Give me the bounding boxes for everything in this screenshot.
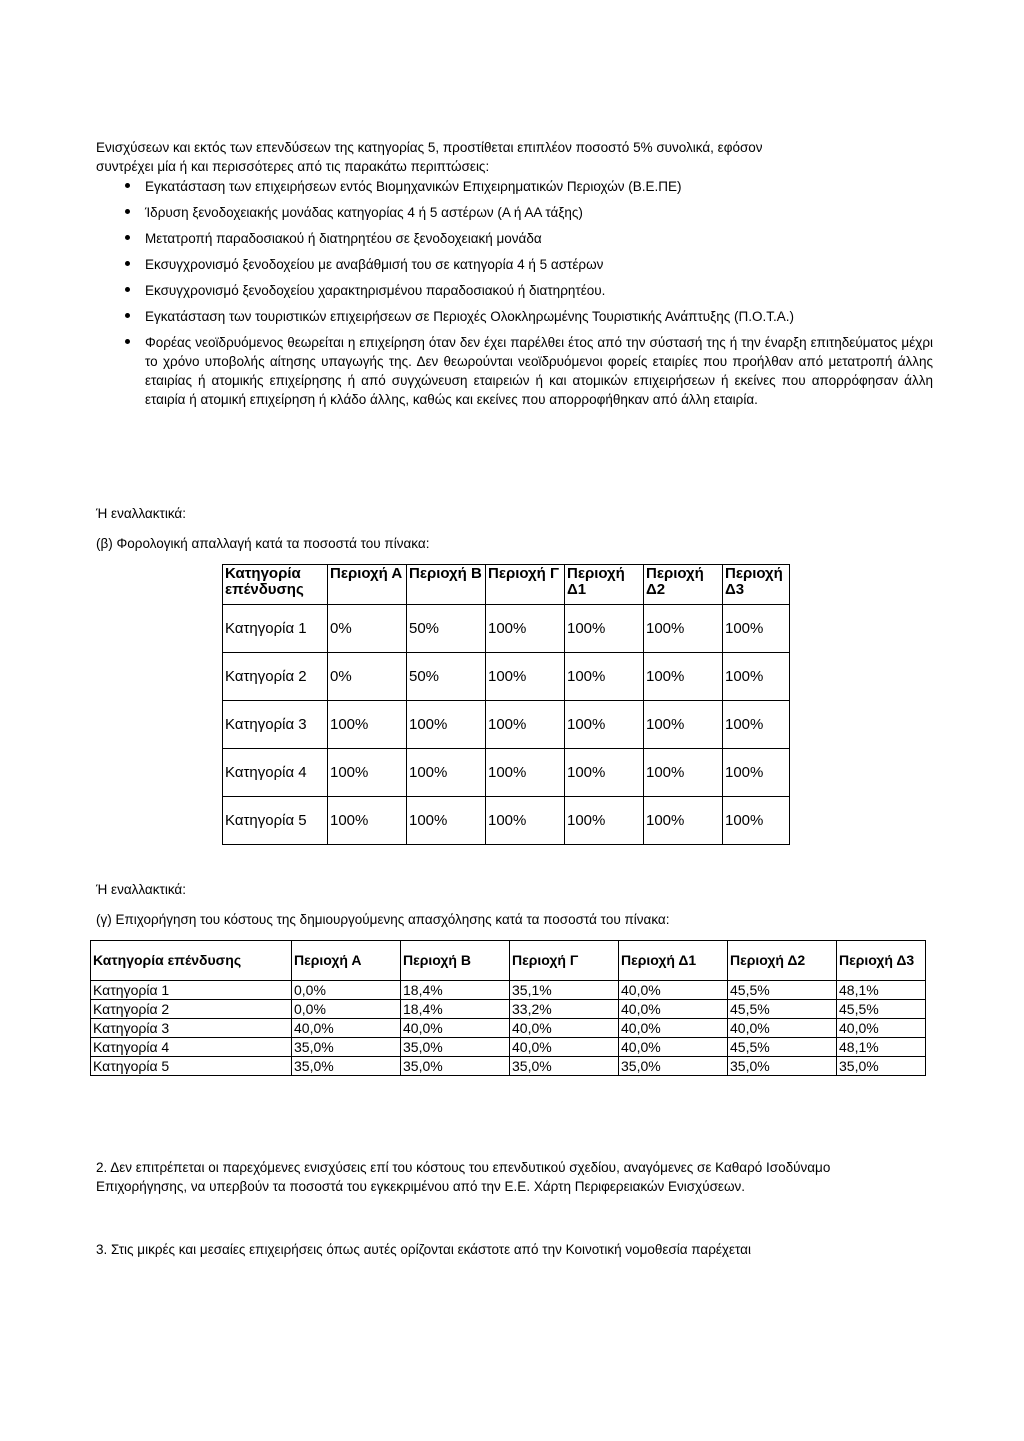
- table-cell: 100%: [723, 797, 790, 845]
- section-gamma-heading: (γ) Επιχορήγηση του κόστους της δημιουργούμενης απασχόλησης κατά τα ποσοστά του πίνακα:: [96, 912, 670, 927]
- table-cell: Κατηγορία 5: [91, 1057, 292, 1076]
- table-cell: 0,0%: [292, 981, 401, 1000]
- table-cell: 40,0%: [837, 1019, 926, 1038]
- table-header-cell: Περιοχή Δ2: [728, 941, 837, 981]
- table-cell: 40,0%: [510, 1019, 619, 1038]
- table-cell: 100%: [565, 797, 644, 845]
- list-item: Εκσυγχρονισμό ξενοδοχείου χαρακτηρισμένου παραδοσιακού ή διατηρητέου.: [125, 281, 933, 300]
- list-item: Μετατροπή παραδοσιακού ή διατηρητέου σε ξενοδοχειακή μονάδα: [125, 229, 933, 248]
- table-cell: 35,0%: [510, 1057, 619, 1076]
- table-cell: 100%: [723, 653, 790, 701]
- table-cell: 45,5%: [728, 1000, 837, 1019]
- table-cell: 100%: [565, 653, 644, 701]
- table-cell: 40,0%: [728, 1019, 837, 1038]
- table-cell: Κατηγορία 1: [223, 605, 328, 653]
- bullet-icon: [125, 209, 130, 214]
- table-cell: 100%: [644, 749, 723, 797]
- table-cell: Κατηγορία 1: [91, 981, 292, 1000]
- table-row: [223, 605, 790, 653]
- table-cell: 35,0%: [292, 1038, 401, 1057]
- table-cell: 100%: [486, 605, 565, 653]
- table-cell: 35,0%: [401, 1057, 510, 1076]
- table-cell: 50%: [407, 605, 486, 653]
- table-cell: 40,0%: [292, 1019, 401, 1038]
- table-cell: 48,1%: [837, 981, 926, 1000]
- tax-exemption-table: [222, 564, 790, 845]
- alternatively-label-2: Ή εναλλακτικά:: [96, 882, 186, 897]
- table-cell: 35,0%: [619, 1057, 728, 1076]
- table-cell: 100%: [644, 653, 723, 701]
- table-cell: 45,5%: [837, 1000, 926, 1019]
- paragraph-3: 3. Στις μικρές και μεσαίες επιχειρήσεις όπως αυτές ορίζονται εκάστοτε από την Κοινοτική νομοθεσία παρέχεται: [96, 1242, 751, 1257]
- table-cell: 35,1%: [510, 981, 619, 1000]
- table-cell: 0%: [328, 653, 407, 701]
- table-row: [223, 749, 790, 797]
- list-item: Εγκατάσταση των τουριστικών επιχειρήσεων σε Περιοχές Ολοκληρωμένης Τουριστικής Ανάπτυξης (Π.Ο.Τ.Α.): [125, 307, 933, 326]
- table-cell: 40,0%: [619, 1019, 728, 1038]
- table-cell: 40,0%: [619, 1000, 728, 1019]
- table-cell: 40,0%: [619, 1038, 728, 1057]
- bullet-icon: [125, 235, 130, 240]
- table-cell: 100%: [328, 701, 407, 749]
- table-cell: 35,0%: [728, 1057, 837, 1076]
- table-header-cell: Περιοχή Δ2: [644, 565, 723, 605]
- table-cell: Κατηγορία 4: [223, 749, 328, 797]
- table-cell: 100%: [486, 701, 565, 749]
- table-cell: 40,0%: [510, 1038, 619, 1057]
- table-cell: 40,0%: [401, 1019, 510, 1038]
- table-cell: 100%: [486, 653, 565, 701]
- table-row: [91, 1019, 926, 1038]
- table-row: [223, 701, 790, 749]
- employment-cost-table: [90, 940, 926, 1076]
- table-header-cell: Περιοχή Γ: [510, 941, 619, 981]
- intro-line-1: Ενισχύσεων και εκτός των επενδύσεων της κατηγορίας 5, προστίθεται επιπλέον ποσοστό 5% συνολικά, εφόσον: [96, 140, 763, 155]
- paragraph-2: 2. Δεν επιτρέπεται οι παρεχόμενες ενισχύσεις επί του κόστους του επενδυτικού σχεδίου, αναγόμενες σε Καθαρό Ισοδύναμο Επιχορήγησης, να υπερβούν τα ποσοστά του εγκεκριμένου από την Ε.Ε. Χάρτη Περιφερειακών Ενισχύσεων.: [96, 1160, 831, 1194]
- table-cell: Κατηγορία 2: [91, 1000, 292, 1019]
- table-cell: Κατηγορία 3: [91, 1019, 292, 1038]
- table-header-cell: Περιοχή Β: [407, 565, 486, 605]
- table-cell: 45,5%: [728, 981, 837, 1000]
- table-cell: 100%: [565, 701, 644, 749]
- table-cell: 100%: [328, 797, 407, 845]
- table-cell: 100%: [644, 797, 723, 845]
- table-cell: 100%: [407, 749, 486, 797]
- table-header-row: [91, 941, 926, 981]
- conditions-list: [125, 177, 933, 416]
- table-cell: 0%: [328, 605, 407, 653]
- table-cell: Κατηγορία 4: [91, 1038, 292, 1057]
- bullet-icon: [125, 183, 130, 188]
- table-cell: Κατηγορία 3: [223, 701, 328, 749]
- table-header-cell: Περιοχή Α: [328, 565, 407, 605]
- table-header-cell: Περιοχή Δ3: [837, 941, 926, 981]
- table-cell: 100%: [723, 605, 790, 653]
- table-cell: 18,4%: [401, 981, 510, 1000]
- intro-line-2: συντρέχει μία ή και περισσότερες από τις παρακάτω περιπτώσεις:: [96, 159, 490, 174]
- table-header-row: [223, 565, 790, 605]
- bullet-icon: [125, 339, 130, 344]
- table-cell: Κατηγορία 2: [223, 653, 328, 701]
- table-header-cell: Περιοχή Δ1: [565, 565, 644, 605]
- table-row: [91, 1038, 926, 1057]
- bullet-icon: [125, 313, 130, 318]
- bullet-icon: [125, 287, 130, 292]
- table-header-cell: Περιοχή Δ1: [619, 941, 728, 981]
- table-cell: 0,0%: [292, 1000, 401, 1019]
- table-cell: 35,0%: [837, 1057, 926, 1076]
- table-cell: 100%: [407, 797, 486, 845]
- table-row: [223, 653, 790, 701]
- table-header-cell: Κατηγορία επένδυσης: [223, 565, 328, 605]
- alternatively-label-1: Ή εναλλακτικά:: [96, 506, 186, 521]
- table-cell: 100%: [486, 797, 565, 845]
- table-row: [91, 981, 926, 1000]
- list-item: Φορέας νεοϊδρυόμενος θεωρείται η επιχείρηση όταν δεν έχει παρέλθει έτος από την σύστασή της ή την έναρξη επιτηδεύματος μέχρι το χρόνο υποβολής αίτησης υπαγωγής της. Δεν θεωρούνται νεοϊδρυόμενοι φορείς εταιρίες που προήλθαν από μετατροπή άλλης εταιρίας ή ατομικής επιχείρησης ή από συγχώνευση εταιρειών ή και ατομικών επιχειρήσεων ή εκείνες που απορρόφησαν άλλη εταιρία ή ατομική επιχείρηση ή κλάδο άλλης, καθώς και εκείνες που απορροφήθηκαν από άλλη εταιρία.: [125, 333, 933, 409]
- table-row: [223, 797, 790, 845]
- list-item: Εκσυγχρονισμό ξενοδοχείου με αναβάθμισή του σε κατηγορία 4 ή 5 αστέρων: [125, 255, 933, 274]
- table-cell: 100%: [407, 701, 486, 749]
- table-header-cell: Περιοχή Δ3: [723, 565, 790, 605]
- table-header-cell: Κατηγορία επένδυσης: [91, 941, 292, 981]
- table-row: [91, 1057, 926, 1076]
- table-cell: 100%: [565, 749, 644, 797]
- table-cell: 100%: [328, 749, 407, 797]
- table-row: [91, 1000, 926, 1019]
- table-cell: 100%: [644, 605, 723, 653]
- list-item: Εγκατάσταση των επιχειρήσεων εντός Βιομηχανικών Επιχειρηματικών Περιοχών (Β.Ε.ΠΕ): [125, 177, 933, 196]
- table-cell: 100%: [565, 605, 644, 653]
- table-cell: Κατηγορία 5: [223, 797, 328, 845]
- table-header-cell: Περιοχή Γ: [486, 565, 565, 605]
- table-cell: 35,0%: [292, 1057, 401, 1076]
- table-cell: 18,4%: [401, 1000, 510, 1019]
- table-cell: 100%: [644, 701, 723, 749]
- table-cell: 100%: [723, 701, 790, 749]
- table-cell: 33,2%: [510, 1000, 619, 1019]
- table-cell: 35,0%: [401, 1038, 510, 1057]
- table-cell: 48,1%: [837, 1038, 926, 1057]
- table-cell: 40,0%: [619, 981, 728, 1000]
- table-header-cell: Περιοχή Α: [292, 941, 401, 981]
- list-item: Ίδρυση ξενοδοχειακής μονάδας κατηγορίας 4 ή 5 αστέρων (Α ή ΑΑ τάξης): [125, 203, 933, 222]
- table-cell: 50%: [407, 653, 486, 701]
- table-cell: 100%: [486, 749, 565, 797]
- bullet-icon: [125, 261, 130, 266]
- section-beta-heading: (β) Φορολογική απαλλαγή κατά τα ποσοστά του πίνακα:: [96, 536, 430, 551]
- table-cell: 45,5%: [728, 1038, 837, 1057]
- table-header-cell: Περιοχή Β: [401, 941, 510, 981]
- table-cell: 100%: [723, 749, 790, 797]
